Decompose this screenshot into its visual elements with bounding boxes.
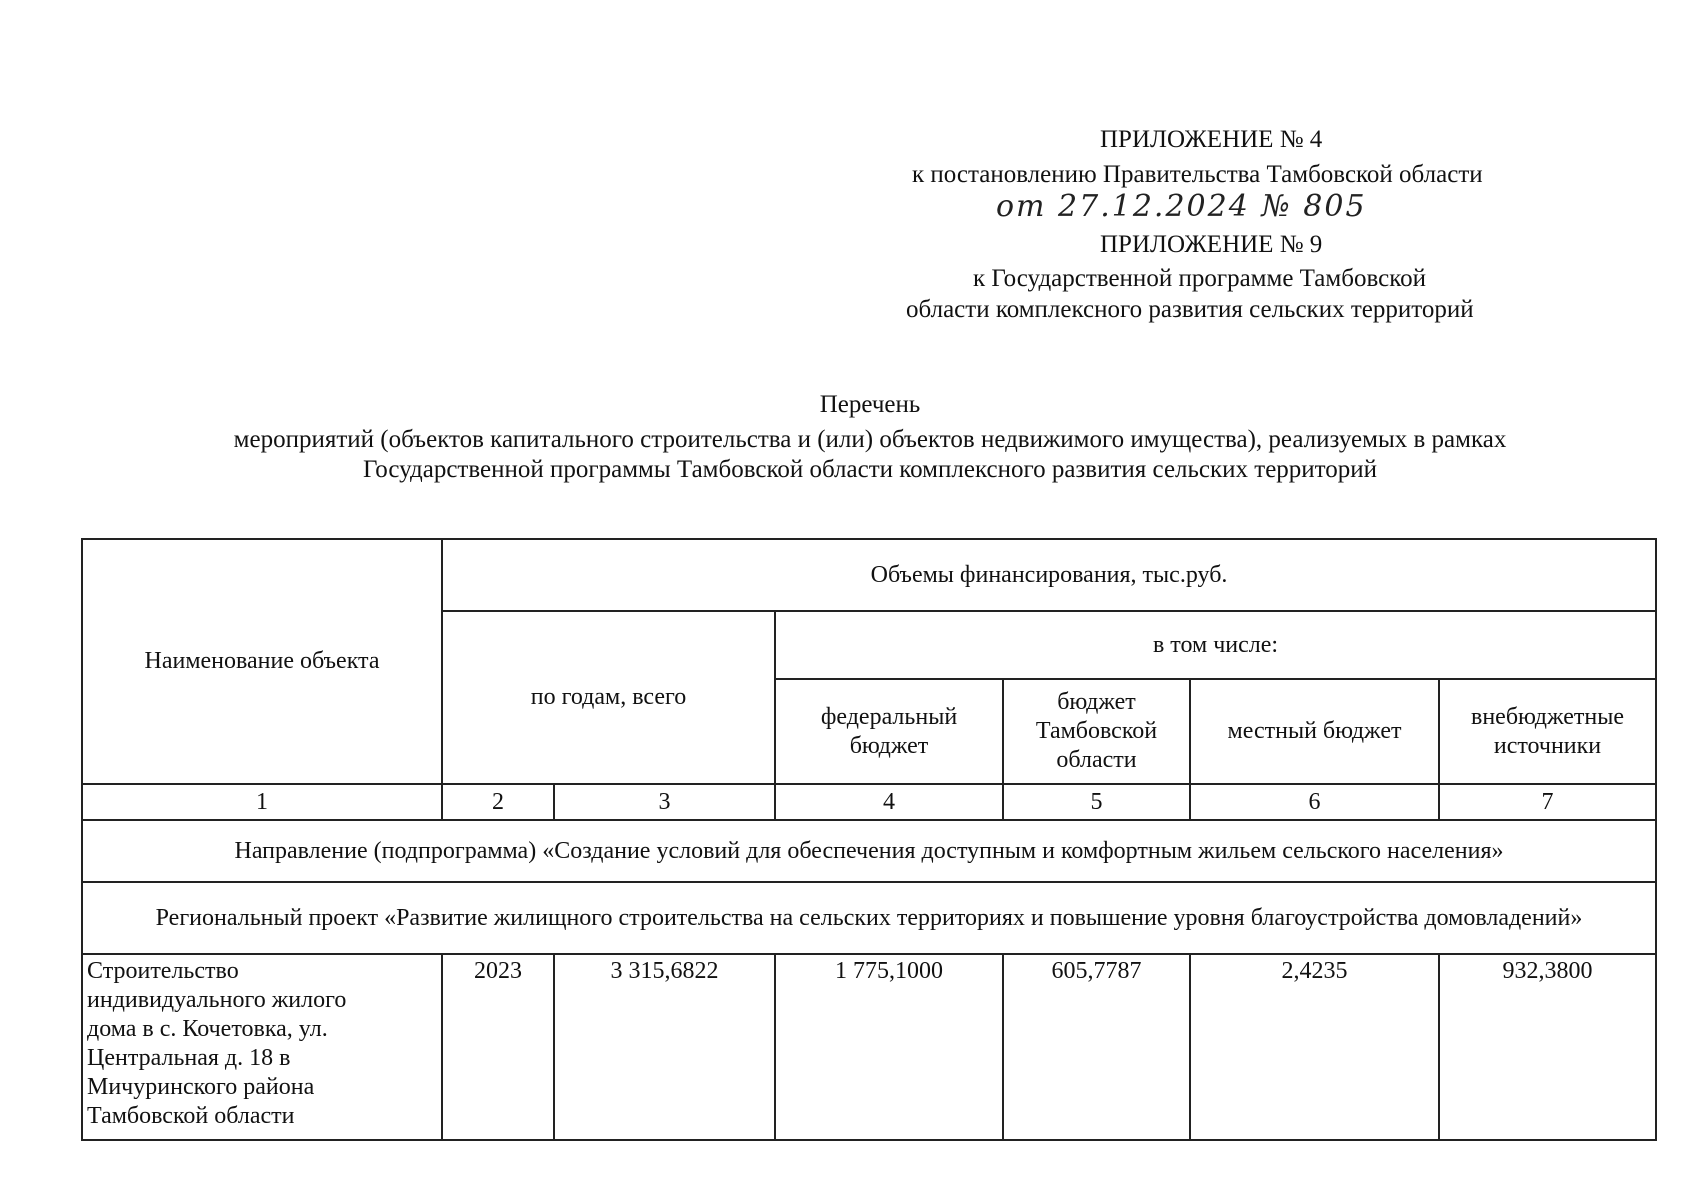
local-cell: 2,4235 — [1190, 954, 1439, 1140]
column-number: 1 — [82, 784, 442, 820]
handwritten-signature-date — [990, 182, 1410, 226]
header-regional: бюджет Тамбовской области — [1003, 679, 1190, 784]
table-row — [82, 954, 1656, 1140]
object-name-cell: Строительство индивидуального жилого дома в с. Кочетовка, ул. Центральная д. 18 в Мичуринского района Тамбовской области — [82, 954, 442, 1140]
header-by-years: по годам, всего — [442, 611, 775, 784]
column-numbers-row — [82, 784, 1656, 820]
header-including: в том числе: — [775, 611, 1656, 679]
annex-4-title: ПРИЛОЖЕНИЕ № 4 — [1100, 126, 1323, 153]
federal-cell: 1 775,1000 — [775, 954, 1003, 1140]
column-number: 4 — [775, 784, 1003, 820]
column-number: 3 — [554, 784, 775, 820]
header-federal: федеральный бюджет — [775, 679, 1003, 784]
column-number: 6 — [1190, 784, 1439, 820]
annex-9-line1: к Государственной программе Тамбовской — [973, 265, 1426, 292]
annex-9-line2: области комплексного развития сельских территорий — [906, 296, 1474, 323]
heading-line2: мероприятий (объектов капитального строительства и (или) объектов недвижимого имущества), реализуемых в рамках — [233, 426, 1507, 453]
column-number: 5 — [1003, 784, 1190, 820]
annex-4-subtitle: к постановлению Правительства Тамбовской области — [912, 161, 1483, 188]
annex-9-title: ПРИЛОЖЕНИЕ № 9 — [1100, 231, 1323, 258]
header-financing: Объемы финансирования, тыс.руб. — [442, 539, 1656, 611]
direction-row: Направление (подпрограмма) «Создание условий для обеспечения доступным и комфортным жильем сельского населения» — [82, 820, 1656, 882]
year-cell: 2023 — [442, 954, 554, 1140]
header-object-name: Наименование объекта — [82, 539, 442, 784]
financing-table — [81, 538, 1657, 1141]
total-cell: 3 315,6822 — [554, 954, 775, 1140]
extra-cell: 932,3800 — [1439, 954, 1656, 1140]
heading-line1: Перечень — [819, 391, 921, 418]
column-number: 2 — [442, 784, 554, 820]
column-number: 7 — [1439, 784, 1656, 820]
heading-line3: Государственной программы Тамбовской области комплексного развития сельских территорий — [362, 456, 1378, 483]
header-local: местный бюджет — [1190, 679, 1439, 784]
handwritten-text: от 27.12.2024 № 805 — [996, 189, 1367, 224]
regional-cell: 605,7787 — [1003, 954, 1190, 1140]
project-row: Региональный проект «Развитие жилищного строительства на сельских территориях и повышение уровня благоустройства домовладений» — [82, 882, 1656, 954]
header-extra: внебюджетные источники — [1439, 679, 1656, 784]
